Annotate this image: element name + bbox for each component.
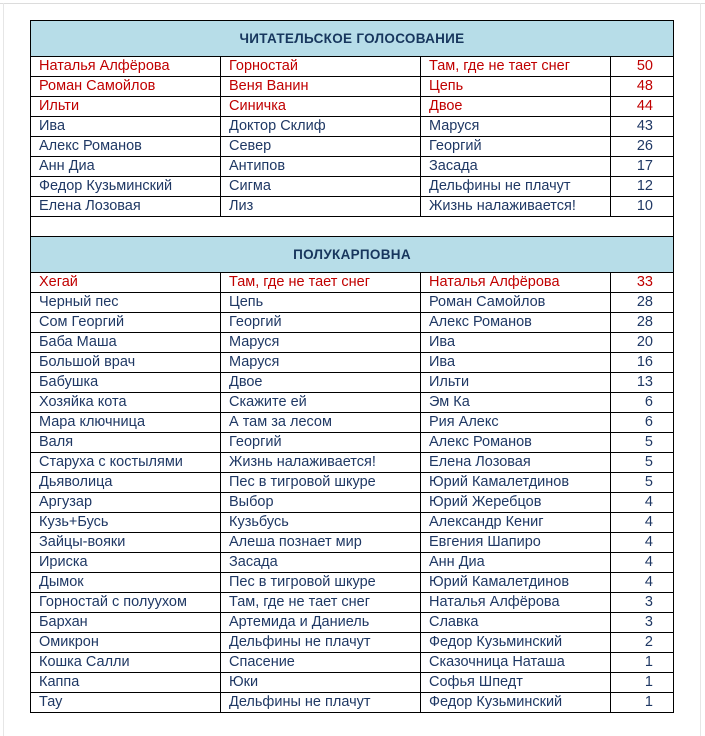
polukarpovna-row bbox=[31, 493, 674, 513]
character-cell: Большой врач bbox=[31, 353, 221, 373]
author-cell: Славка bbox=[421, 613, 611, 633]
votes-cell: 3 bbox=[611, 613, 674, 633]
story-cell: Георгий bbox=[221, 313, 421, 333]
character-cell: Ириска bbox=[31, 553, 221, 573]
polukarpovna-row bbox=[31, 673, 674, 693]
polukarpovna-row bbox=[31, 473, 674, 493]
character-cell: Валя bbox=[31, 433, 221, 453]
reader-vote-row bbox=[31, 197, 674, 217]
author-cell: Евгения Шапиро bbox=[421, 533, 611, 553]
character-cell: Наталья Алфёрова bbox=[31, 57, 221, 77]
polukarpovna-header-row bbox=[31, 237, 674, 273]
author-cell: Софья Шпедт bbox=[421, 673, 611, 693]
author-cell: Эм Ка bbox=[421, 393, 611, 413]
character-cell: Каппа bbox=[31, 673, 221, 693]
story-cell: Маруся bbox=[221, 333, 421, 353]
author-cell: Юрий Камалетдинов bbox=[421, 473, 611, 493]
character-cell: Кошка Салли bbox=[31, 653, 221, 673]
character-cell: Анн Диа bbox=[31, 157, 221, 177]
story-cell: Кузьбусь bbox=[221, 513, 421, 533]
story-cell: Выбор bbox=[221, 493, 421, 513]
character-cell: Дымок bbox=[31, 573, 221, 593]
author-cell: Роман Самойлов bbox=[421, 293, 611, 313]
story-cell: Алеша познает мир bbox=[221, 533, 421, 553]
page-edge-left bbox=[3, 3, 4, 736]
character-cell: Роман Самойлов bbox=[31, 77, 221, 97]
character-cell: Елена Лозовая bbox=[31, 197, 221, 217]
reader-vote-title: ЧИТАТЕЛЬСКОЕ ГОЛОСОВАНИЕ bbox=[31, 21, 674, 57]
votes-cell: 1 bbox=[611, 693, 674, 713]
reader-vote-row bbox=[31, 57, 674, 77]
author-cell: Сказочница Наташа bbox=[421, 653, 611, 673]
author-cell: Засада bbox=[421, 157, 611, 177]
character-cell: Хозяйка кота bbox=[31, 393, 221, 413]
reader-vote-row bbox=[31, 157, 674, 177]
polukarpovna-row bbox=[31, 513, 674, 533]
polukarpovna-row bbox=[31, 693, 674, 713]
story-cell: Сигма bbox=[221, 177, 421, 197]
polukarpovna-row bbox=[31, 433, 674, 453]
story-cell: Артемида и Даниель bbox=[221, 613, 421, 633]
author-cell: Там, где не тает снег bbox=[421, 57, 611, 77]
story-cell: Засада bbox=[221, 553, 421, 573]
author-cell: Федор Кузьминский bbox=[421, 693, 611, 713]
votes-cell: 20 bbox=[611, 333, 674, 353]
polukarpovna-row bbox=[31, 573, 674, 593]
votes-cell: 6 bbox=[611, 413, 674, 433]
character-cell: Алекс Романов bbox=[31, 137, 221, 157]
author-cell: Наталья Алфёрова bbox=[421, 593, 611, 613]
votes-cell: 5 bbox=[611, 473, 674, 493]
author-cell: Алекс Романов bbox=[421, 433, 611, 453]
votes-cell: 6 bbox=[611, 393, 674, 413]
polukarpovna-row bbox=[31, 453, 674, 473]
polukarpovna-row bbox=[31, 633, 674, 653]
polukarpovna-row bbox=[31, 653, 674, 673]
votes-cell: 4 bbox=[611, 513, 674, 533]
author-cell: Цепь bbox=[421, 77, 611, 97]
reader-vote-row bbox=[31, 117, 674, 137]
author-cell: Федор Кузьминский bbox=[421, 633, 611, 653]
story-cell: Север bbox=[221, 137, 421, 157]
story-cell: Спасение bbox=[221, 653, 421, 673]
votes-cell: 16 bbox=[611, 353, 674, 373]
author-cell: Анн Диа bbox=[421, 553, 611, 573]
character-cell: Дьяволица bbox=[31, 473, 221, 493]
character-cell: Сом Георгий bbox=[31, 313, 221, 333]
votes-cell: 13 bbox=[611, 373, 674, 393]
character-cell: Ильти bbox=[31, 97, 221, 117]
votes-cell: 28 bbox=[611, 293, 674, 313]
reader-vote-row bbox=[31, 97, 674, 117]
character-cell: Омикрон bbox=[31, 633, 221, 653]
author-cell: Ильти bbox=[421, 373, 611, 393]
votes-cell: 4 bbox=[611, 573, 674, 593]
polukarpovna-row bbox=[31, 313, 674, 333]
character-cell: Горностай с полуухом bbox=[31, 593, 221, 613]
story-cell: Доктор Склиф bbox=[221, 117, 421, 137]
author-cell: Наталья Алфёрова bbox=[421, 273, 611, 293]
votes-cell: 43 bbox=[611, 117, 674, 137]
author-cell: Жизнь налаживается! bbox=[421, 197, 611, 217]
votes-cell: 12 bbox=[611, 177, 674, 197]
story-cell: Скажите ей bbox=[221, 393, 421, 413]
character-cell: Баба Маша bbox=[31, 333, 221, 353]
character-cell: Хегай bbox=[31, 273, 221, 293]
reader-vote-row bbox=[31, 137, 674, 157]
votes-cell: 1 bbox=[611, 673, 674, 693]
character-cell: Федор Кузьминский bbox=[31, 177, 221, 197]
reader-vote-row bbox=[31, 77, 674, 97]
polukarpovna-row bbox=[31, 293, 674, 313]
votes-cell: 4 bbox=[611, 533, 674, 553]
author-cell: Георгий bbox=[421, 137, 611, 157]
character-cell: Тау bbox=[31, 693, 221, 713]
story-cell: Горностай bbox=[221, 57, 421, 77]
author-cell: Александр Кениг bbox=[421, 513, 611, 533]
story-cell: Жизнь налаживается! bbox=[221, 453, 421, 473]
reader-vote-header-row bbox=[31, 21, 674, 57]
votes-cell: 1 bbox=[611, 653, 674, 673]
story-cell: Двое bbox=[221, 373, 421, 393]
character-cell: Ива bbox=[31, 117, 221, 137]
page-edge-top bbox=[0, 3, 705, 4]
page-edge-right bbox=[700, 3, 701, 736]
polukarpovna-row bbox=[31, 353, 674, 373]
story-cell: Дельфины не плачут bbox=[221, 693, 421, 713]
story-cell: Пес в тигровой шкуре bbox=[221, 573, 421, 593]
votes-cell: 50 bbox=[611, 57, 674, 77]
votes-cell: 5 bbox=[611, 453, 674, 473]
polukarpovna-section bbox=[31, 273, 674, 713]
author-cell: Юрий Жеребцов bbox=[421, 493, 611, 513]
votes-cell: 26 bbox=[611, 137, 674, 157]
votes-cell: 5 bbox=[611, 433, 674, 453]
polukarpovna-row bbox=[31, 373, 674, 393]
votes-cell: 33 bbox=[611, 273, 674, 293]
author-cell: Рия Алекс bbox=[421, 413, 611, 433]
polukarpovna-row bbox=[31, 413, 674, 433]
votes-cell: 28 bbox=[611, 313, 674, 333]
story-cell: Лиз bbox=[221, 197, 421, 217]
reader-vote-section bbox=[31, 57, 674, 217]
character-cell: Мара ключница bbox=[31, 413, 221, 433]
votes-cell: 4 bbox=[611, 493, 674, 513]
character-cell: Зайцы-вояки bbox=[31, 533, 221, 553]
polukarpovna-row bbox=[31, 593, 674, 613]
author-cell: Ива bbox=[421, 353, 611, 373]
story-cell: Маруся bbox=[221, 353, 421, 373]
votes-cell: 10 bbox=[611, 197, 674, 217]
polukarpovna-row bbox=[31, 333, 674, 353]
author-cell: Дельфины не плачут bbox=[421, 177, 611, 197]
character-cell: Бабушка bbox=[31, 373, 221, 393]
story-cell: Цепь bbox=[221, 293, 421, 313]
votes-cell: 48 bbox=[611, 77, 674, 97]
story-cell: Пес в тигровой шкуре bbox=[221, 473, 421, 493]
polukarpovna-row bbox=[31, 533, 674, 553]
section-gap bbox=[31, 217, 674, 237]
character-cell: Старуха с костылями bbox=[31, 453, 221, 473]
author-cell: Маруся bbox=[421, 117, 611, 137]
story-cell: Веня Ванин bbox=[221, 77, 421, 97]
author-cell: Двое bbox=[421, 97, 611, 117]
story-cell: Антипов bbox=[221, 157, 421, 177]
story-cell: Синичка bbox=[221, 97, 421, 117]
polukarpovna-row bbox=[31, 553, 674, 573]
character-cell: Кузь+Бусь bbox=[31, 513, 221, 533]
character-cell: Черный пес bbox=[31, 293, 221, 313]
character-cell: Аргузар bbox=[31, 493, 221, 513]
votes-cell: 17 bbox=[611, 157, 674, 177]
story-cell: Там, где не тает снег bbox=[221, 273, 421, 293]
author-cell: Алекс Романов bbox=[421, 313, 611, 333]
character-cell: Бархан bbox=[31, 613, 221, 633]
section-gap-row bbox=[31, 217, 674, 237]
story-cell: А там за лесом bbox=[221, 413, 421, 433]
votes-cell: 2 bbox=[611, 633, 674, 653]
story-cell: Дельфины не плачут bbox=[221, 633, 421, 653]
author-cell: Юрий Камалетдинов bbox=[421, 573, 611, 593]
story-cell: Там, где не тает снег bbox=[221, 593, 421, 613]
polukarpovna-row bbox=[31, 273, 674, 293]
polukarpovna-row bbox=[31, 393, 674, 413]
story-cell: Юки bbox=[221, 673, 421, 693]
votes-cell: 44 bbox=[611, 97, 674, 117]
reader-vote-row bbox=[31, 177, 674, 197]
story-cell: Георгий bbox=[221, 433, 421, 453]
polukarpovna-row bbox=[31, 613, 674, 633]
author-cell: Елена Лозовая bbox=[421, 453, 611, 473]
polukarpovna-title: ПОЛУКАРПОВНА bbox=[31, 237, 674, 273]
votes-cell: 4 bbox=[611, 553, 674, 573]
author-cell: Ива bbox=[421, 333, 611, 353]
results-table bbox=[30, 20, 674, 713]
votes-cell: 3 bbox=[611, 593, 674, 613]
